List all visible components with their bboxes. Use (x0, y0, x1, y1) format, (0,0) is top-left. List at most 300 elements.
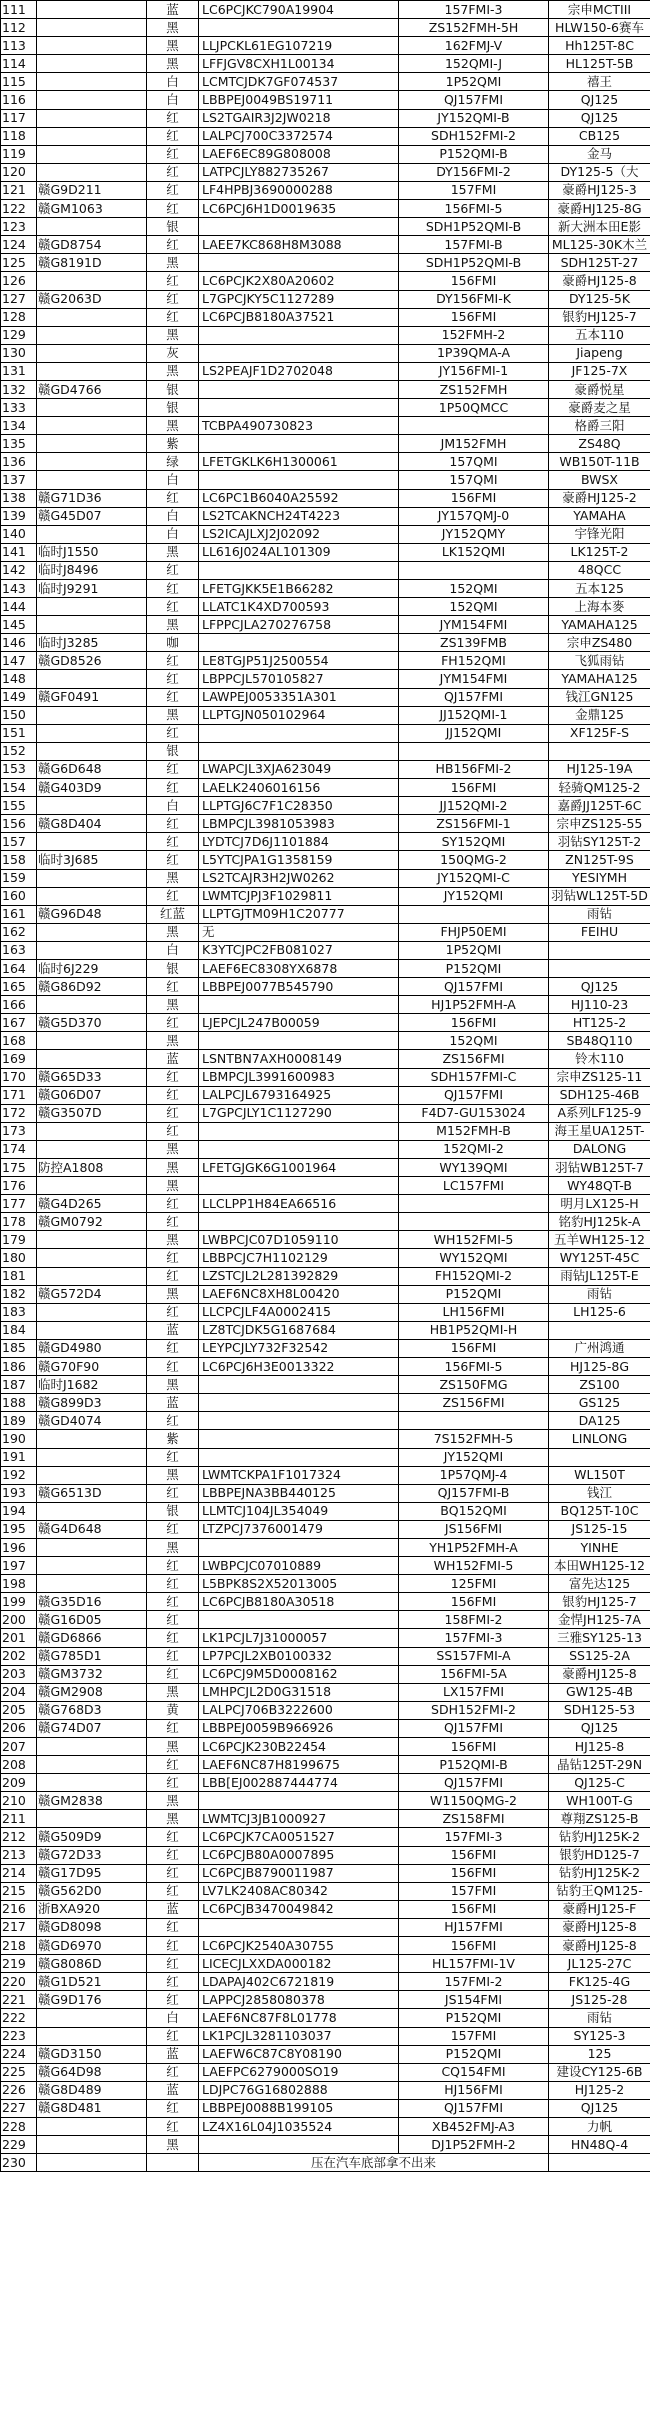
table-row (1, 453, 650, 471)
vehicle-color: 银 (147, 380, 199, 398)
plate-number: 赣GD4766 (37, 380, 147, 398)
row-number: 180 (1, 1249, 37, 1267)
model-name (549, 1321, 650, 1339)
vin-number: LFPPCJLA270276758 (199, 616, 399, 634)
table-row (1, 851, 650, 869)
table-row (1, 1991, 650, 2009)
model-name: GW125-4B (549, 1683, 650, 1701)
vehicle-color: 黑 (147, 362, 199, 380)
plate-number (37, 326, 147, 344)
vehicle-color: 红 (147, 1520, 199, 1538)
vehicle-color (147, 2154, 199, 2172)
vin-number (199, 1394, 399, 1412)
model-name: QJ125-C (549, 1774, 650, 1792)
plate-number (37, 923, 147, 941)
plate-number: 赣G9D211 (37, 181, 147, 199)
vehicle-color: 银 (147, 399, 199, 417)
table-row (1, 1231, 650, 1249)
model-name: SDH125T-27 (549, 254, 650, 272)
table-row (1, 1774, 650, 1792)
engine-number: FHJP50EMI (399, 923, 549, 941)
row-number: 158 (1, 851, 37, 869)
engine-number: WH152FMI-5 (399, 1557, 549, 1575)
table-row (1, 2099, 650, 2117)
table-row (1, 580, 650, 598)
row-number: 141 (1, 543, 37, 561)
plate-number: 赣G06D07 (37, 1086, 147, 1104)
model-name: 金鼎125 (549, 706, 650, 724)
vehicle-color: 红 (147, 978, 199, 996)
engine-number: JS154FMI (399, 1991, 549, 2009)
model-name: ML125-30K木兰 (549, 236, 650, 254)
model-name: 广州鸿通 (549, 1339, 650, 1357)
vehicle-color: 红 (147, 1864, 199, 1882)
model-name: 尊翔ZS125-B (549, 1810, 650, 1828)
model-name: 雨钻 (549, 1285, 650, 1303)
engine-number: W1150QMG-2 (399, 1792, 549, 1810)
plate-number: 赣G8D481 (37, 2099, 147, 2117)
model-name: SY125-3 (549, 2027, 650, 2045)
model-name (549, 2154, 650, 2172)
row-number: 121 (1, 181, 37, 199)
engine-number: LC157FMI (399, 1177, 549, 1195)
vehicle-color: 红 (147, 1358, 199, 1376)
vehicle-color: 红 (147, 145, 199, 163)
vin-number: LS2TCAJR3H2JW0262 (199, 869, 399, 887)
model-name: 五羊WH125-12 (549, 1231, 650, 1249)
vin-number: LS2PEAJF1D2702048 (199, 362, 399, 380)
row-number: 138 (1, 489, 37, 507)
vehicle-color: 红 (147, 1665, 199, 1683)
row-number: 221 (1, 1991, 37, 2009)
vin-number: LK1PCJL3281103037 (199, 2027, 399, 2045)
model-name: 富先达125 (549, 1575, 650, 1593)
vin-number: LFETGJKK5E1B66282 (199, 580, 399, 598)
engine-number: QJ157FMI (399, 1719, 549, 1737)
row-number: 133 (1, 399, 37, 417)
table-row (1, 1213, 650, 1231)
vehicle-color: 蓝 (147, 1900, 199, 1918)
engine-number: 156FMI (399, 779, 549, 797)
vin-number: LC6PC1B6040A25592 (199, 489, 399, 507)
engine-number: 156FMI (399, 1937, 549, 1955)
row-number: 161 (1, 905, 37, 923)
table-row (1, 598, 650, 616)
engine-number: 125FMI (399, 1575, 549, 1593)
table-row (1, 1394, 650, 1412)
model-name: YAMAHA125 (549, 670, 650, 688)
plate-number (37, 453, 147, 471)
plate-number (37, 55, 147, 73)
model-name: 格爵三阳 (549, 417, 650, 435)
table-row (1, 1, 650, 19)
table-row (1, 236, 650, 254)
vehicle-color: 红 (147, 1593, 199, 1611)
model-name: 银豹HD125-7 (549, 1846, 650, 1864)
model-name: 豪爵HJ125-F (549, 1900, 650, 1918)
plate-number (37, 1249, 147, 1267)
plate-number (37, 1032, 147, 1050)
table-row (1, 2027, 650, 2045)
vehicle-color: 红 (147, 109, 199, 127)
engine-number: 157FMI (399, 1882, 549, 1900)
vin-number: LC6PCJK7CA0051527 (199, 1828, 399, 1846)
vehicle-color: 黄 (147, 1701, 199, 1719)
table-row (1, 489, 650, 507)
plate-number (37, 19, 147, 37)
table-row (1, 543, 650, 561)
vin-number: LAEF6NC87F8L01778 (199, 2009, 399, 2027)
table-row (1, 1738, 650, 1756)
row-number: 228 (1, 2117, 37, 2135)
row-number: 145 (1, 616, 37, 634)
table-row (1, 1014, 650, 1032)
vin-number: LEYPCJLY732F32542 (199, 1339, 399, 1357)
table-row (1, 1466, 650, 1484)
engine-number: JY152QMI (399, 1448, 549, 1466)
row-number: 189 (1, 1412, 37, 1430)
row-number: 114 (1, 55, 37, 73)
vehicle-color: 紫 (147, 435, 199, 453)
vin-number: LSNTBN7AXH0008149 (199, 1050, 399, 1068)
engine-number: ZS139FMB (399, 634, 549, 652)
plate-number (37, 706, 147, 724)
row-number: 214 (1, 1864, 37, 1882)
table-row (1, 2045, 650, 2063)
plate-number: 赣G768D3 (37, 1701, 147, 1719)
plate-number: 赣GM1063 (37, 200, 147, 218)
engine-number: 157FMI-3 (399, 1, 549, 19)
table-row (1, 959, 650, 977)
plate-number (37, 417, 147, 435)
table-row (1, 1593, 650, 1611)
row-number: 220 (1, 1973, 37, 1991)
vin-number: LWMTCJPJ3F1029811 (199, 887, 399, 905)
vin-number: LFFJGV8CXH1L00134 (199, 55, 399, 73)
vehicle-color: 红 (147, 1828, 199, 1846)
model-name: 羽钻WB125T-7 (549, 1159, 650, 1177)
engine-number: LX157FMI (399, 1683, 549, 1701)
table-row (1, 435, 650, 453)
vin-number: LF4HPBJ3690000288 (199, 181, 399, 199)
row-number: 179 (1, 1231, 37, 1249)
vehicle-color: 蓝 (147, 1394, 199, 1412)
vehicle-color: 红 (147, 580, 199, 598)
model-name: 金悍JH125-7A (549, 1611, 650, 1629)
engine-number: 152QMI (399, 598, 549, 616)
vin-number: LC6PCJKC790A19904 (199, 1, 399, 19)
vin-number: L5YTCJPA1G1358159 (199, 851, 399, 869)
table-row (1, 1502, 650, 1520)
vehicle-color: 黑 (147, 1159, 199, 1177)
vin-number: LAWPEJ0053351A301 (199, 688, 399, 706)
model-name: DALONG (549, 1140, 650, 1158)
vehicle-color: 红 (147, 1774, 199, 1792)
vin-number: LWBPCJC07010889 (199, 1557, 399, 1575)
plate-number (37, 797, 147, 815)
engine-number: 156FMI-5 (399, 1358, 549, 1376)
row-number: 198 (1, 1575, 37, 1593)
engine-number: 156FMI-5 (399, 200, 549, 218)
vin-number (199, 1412, 399, 1430)
table-row (1, 1032, 650, 1050)
vin-number (199, 1376, 399, 1394)
vehicle-color: 红 (147, 1303, 199, 1321)
vin-number: LWMTCJ3JB1000927 (199, 1810, 399, 1828)
vehicle-color: 红 (147, 688, 199, 706)
plate-number: 赣G8191D (37, 254, 147, 272)
table-row (1, 1846, 650, 1864)
row-number: 223 (1, 2027, 37, 2045)
vehicle-color: 黑 (147, 2136, 199, 2154)
vehicle-color: 黑 (147, 543, 199, 561)
engine-number: LK152QMI (399, 543, 549, 561)
engine-number: P152QMI-B (399, 1756, 549, 1774)
model-name: 豪爵HJ125-8G (549, 200, 650, 218)
table-row (1, 1086, 650, 1104)
model-name: YINHE (549, 1538, 650, 1556)
vin-number: LV7LK2408AC80342 (199, 1882, 399, 1900)
engine-number: DY156FMI-2 (399, 163, 549, 181)
row-number: 212 (1, 1828, 37, 1846)
vehicle-color: 红 (147, 1195, 199, 1213)
vin-number (199, 1213, 399, 1231)
plate-number: 赣GF0491 (37, 688, 147, 706)
vin-number: LLCPCJLF4A0002415 (199, 1303, 399, 1321)
row-number: 131 (1, 362, 37, 380)
plate-number: 赣G65D33 (37, 1068, 147, 1086)
vehicle-color: 红 (147, 1955, 199, 1973)
plate-number (37, 1, 147, 19)
engine-number: 152QMI (399, 580, 549, 598)
table-row (1, 1792, 650, 1810)
model-name: HT125-2 (549, 1014, 650, 1032)
vehicle-color: 红 (147, 598, 199, 616)
engine-number: SDH157FMI-C (399, 1068, 549, 1086)
table-row (1, 254, 650, 272)
vehicle-color: 红 (147, 1647, 199, 1665)
engine-number: JY152QMI-B (399, 109, 549, 127)
row-number: 123 (1, 218, 37, 236)
plate-number: 赣G64D98 (37, 2063, 147, 2081)
table-row (1, 2063, 650, 2081)
row-number: 170 (1, 1068, 37, 1086)
model-name: HJ110-23 (549, 996, 650, 1014)
plate-number (37, 37, 147, 55)
engine-number: QJ157FMI (399, 91, 549, 109)
plate-number (37, 91, 147, 109)
plate-number (37, 145, 147, 163)
table-row (1, 1358, 650, 1376)
row-number: 156 (1, 815, 37, 833)
engine-number: 152QMI-2 (399, 1140, 549, 1158)
plate-number (37, 1774, 147, 1792)
row-number: 166 (1, 996, 37, 1014)
table-row (1, 2081, 650, 2099)
table-row (1, 2136, 650, 2154)
table-row (1, 145, 650, 163)
table-row (1, 1828, 650, 1846)
vehicle-color: 黑 (147, 1538, 199, 1556)
vehicle-color: 红 (147, 127, 199, 145)
row-number: 188 (1, 1394, 37, 1412)
model-name: 飞狐雨钻 (549, 652, 650, 670)
table-row (1, 1249, 650, 1267)
plate-number: 赣G5D370 (37, 1014, 147, 1032)
plate-number (37, 1738, 147, 1756)
engine-number: ZS156FMI (399, 1050, 549, 1068)
note-cell: 压在汽车底部拿不出来 (199, 2154, 549, 2172)
engine-number: HJ156FMI (399, 2081, 549, 2099)
model-name: GS125 (549, 1394, 650, 1412)
engine-number: WH152FMI-5 (399, 1231, 549, 1249)
vehicle-color: 红 (147, 887, 199, 905)
vehicle-color: 黑 (147, 1140, 199, 1158)
vin-number: LC6PCJ9M5D0008162 (199, 1665, 399, 1683)
vehicle-color: 红 (147, 1937, 199, 1955)
row-number: 134 (1, 417, 37, 435)
engine-number: HB1P52QMI-H (399, 1321, 549, 1339)
engine-number: JM152FMH (399, 435, 549, 453)
vehicle-color: 黑 (147, 37, 199, 55)
vin-number: LAEE7KC868H8M3088 (199, 236, 399, 254)
engine-number: JY152QMI-C (399, 869, 549, 887)
table-row (1, 127, 650, 145)
engine-number: 1P39QMA-A (399, 344, 549, 362)
model-name: 钱江 (549, 1484, 650, 1502)
table-row (1, 634, 650, 652)
vin-number: LBBPEJNA3BB440125 (199, 1484, 399, 1502)
engine-number (399, 1195, 549, 1213)
plate-number (37, 598, 147, 616)
table-row (1, 1882, 650, 1900)
engine-number: F4D7-GU153024 (399, 1104, 549, 1122)
row-number: 153 (1, 760, 37, 778)
model-name (549, 959, 650, 977)
table-row (1, 55, 650, 73)
engine-number: 157FMI (399, 2027, 549, 2045)
model-name: SB48Q110 (549, 1032, 650, 1050)
row-number: 136 (1, 453, 37, 471)
plate-number: 赣G71D36 (37, 489, 147, 507)
vehicle-color: 红 (147, 1846, 199, 1864)
model-name: WB150T-11B (549, 453, 650, 471)
engine-number: DY156FMI-K (399, 290, 549, 308)
vehicle-color: 蓝 (147, 2045, 199, 2063)
model-name: 建设CY125-6B (549, 2063, 650, 2081)
model-name: DY125-5K (549, 290, 650, 308)
vin-number (199, 1177, 399, 1195)
model-name: 雨钻 (549, 2009, 650, 2027)
vin-number: LJEPCJL247B00059 (199, 1014, 399, 1032)
plate-number (37, 1321, 147, 1339)
engine-number: P152QMI-B (399, 145, 549, 163)
row-number: 165 (1, 978, 37, 996)
plate-number (37, 2154, 147, 2172)
row-number: 203 (1, 1665, 37, 1683)
vehicle-color: 红 (147, 272, 199, 290)
table-row (1, 1285, 650, 1303)
model-name (549, 1448, 650, 1466)
vin-number: LLJPCKL61EG107219 (199, 37, 399, 55)
plate-number (37, 218, 147, 236)
model-name: LINLONG (549, 1430, 650, 1448)
plate-number: 赣GM2838 (37, 1792, 147, 1810)
row-number: 199 (1, 1593, 37, 1611)
vehicle-color: 红 (147, 2027, 199, 2045)
engine-number (399, 1412, 549, 1430)
vehicle-color: 蓝 (147, 2081, 199, 2099)
vin-number (199, 1448, 399, 1466)
plate-number: 临时3J685 (37, 851, 147, 869)
table-row (1, 218, 650, 236)
vin-number: LAEFPC6279000SO19 (199, 2063, 399, 2081)
vin-number (199, 344, 399, 362)
row-number: 230 (1, 2154, 37, 2172)
plate-number (37, 724, 147, 742)
model-name: 豪爵悦星 (549, 380, 650, 398)
vin-number: LAEF6EC8308YX6878 (199, 959, 399, 977)
row-number: 116 (1, 91, 37, 109)
engine-number: JY152QMY (399, 525, 549, 543)
row-number: 202 (1, 1647, 37, 1665)
plate-number: 赣GM0792 (37, 1213, 147, 1231)
engine-number: 152QMI-J (399, 55, 549, 73)
row-number: 168 (1, 1032, 37, 1050)
table-row (1, 1321, 650, 1339)
row-number: 208 (1, 1756, 37, 1774)
plate-number: 赣G3507D (37, 1104, 147, 1122)
vin-number: LAPPCJ2858080378 (199, 1991, 399, 2009)
row-number: 113 (1, 37, 37, 55)
table-row (1, 1376, 650, 1394)
table-row (1, 978, 650, 996)
table-row (1, 1303, 650, 1321)
plate-number: 赣G86D92 (37, 978, 147, 996)
model-name: QJ125 (549, 1719, 650, 1737)
row-number: 192 (1, 1466, 37, 1484)
engine-number: 1P52QMI (399, 941, 549, 959)
engine-number: SDH1P52QMI-B (399, 218, 549, 236)
plate-number: 赣GM2908 (37, 1683, 147, 1701)
vin-number: LATPCJLY882735267 (199, 163, 399, 181)
vehicle-color: 红 (147, 290, 199, 308)
row-number: 215 (1, 1882, 37, 1900)
engine-number: SDH152FMI-2 (399, 1701, 549, 1719)
table-row (1, 1665, 650, 1683)
plate-number (37, 1122, 147, 1140)
vehicle-color: 黑 (147, 1792, 199, 1810)
plate-number (37, 399, 147, 417)
plate-number (37, 2117, 147, 2135)
engine-number: 152QMI (399, 1032, 549, 1050)
table-row (1, 1122, 650, 1140)
plate-number (37, 2009, 147, 2027)
vehicle-color: 红蓝 (147, 905, 199, 923)
table-row (1, 760, 650, 778)
table-row (1, 1955, 650, 1973)
model-name: Jiapeng (549, 344, 650, 362)
engine-number (399, 561, 549, 579)
vin-number: LDJPC76G16802888 (199, 2081, 399, 2099)
row-number: 142 (1, 561, 37, 579)
plate-number: 赣G8D404 (37, 815, 147, 833)
vin-number: LBPPCJL570105827 (199, 670, 399, 688)
vehicle-color: 黑 (147, 1285, 199, 1303)
vehicle-color: 红 (147, 1629, 199, 1647)
row-number: 224 (1, 2045, 37, 2063)
plate-number (37, 1756, 147, 1774)
